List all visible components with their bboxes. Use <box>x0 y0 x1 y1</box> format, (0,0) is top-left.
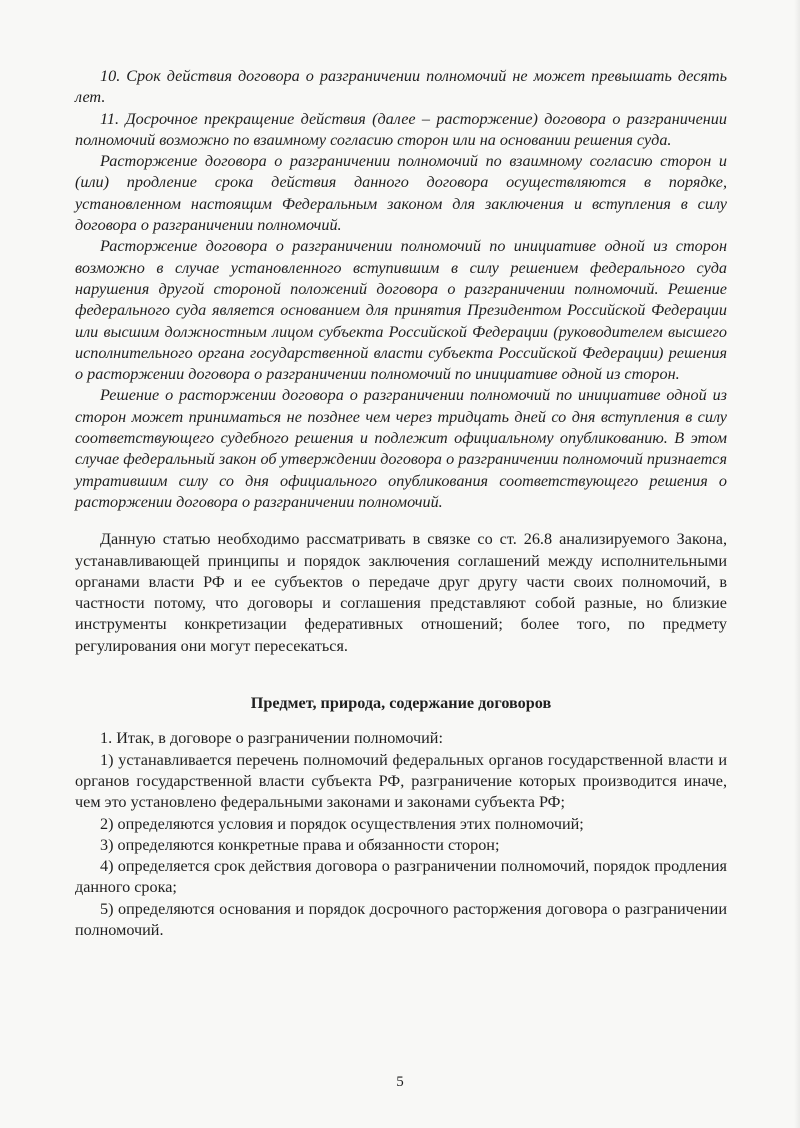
commentary-block <box>75 529 727 657</box>
list-item-1: 1) устанавливается перечень полномочий федеральных органов государственной власти и органов государственной власти субъекта РФ, разграничение которых производится иначе, чем это установлено федеральными законами и законами субъекта РФ; <box>75 750 727 812</box>
quote-paragraph-mutual-termination: Расторжение договора о разграничении полномочий по взаимному согласию сторон и (или) продление срока действия данного договора осуществляются в порядке, установленном настоящим Федеральным законом для заключения и вступления в силу договора о разграничении полномочий. <box>75 152 727 235</box>
section-heading: Предмет, природа, содержание договоров <box>250 694 552 713</box>
page-content <box>75 66 727 941</box>
list-item-5: 5) определяются основания и порядок досрочного расторжения договора о разграничении полномочий. <box>75 899 727 939</box>
contract-contents-list <box>75 728 727 941</box>
quote-paragraph-unilateral-termination: Расторжение договора о разграничении полномочий по инициативе одной из сторон возможно в случае установленного вступившим в силу решением федерального суда нарушения другой стороной положений договора о разграничении полномочий. Решение федерального суда является основанием для принятия Президентом Российской Федерации или высшим должностным лицом субъекта Российской Федерации (руководителем высшего исполнительного органа государственной власти субъекта Российской Федерации) решения о расторжении договора о разграничении полномочий по инициативе одной из сторон. <box>75 237 727 384</box>
quote-paragraph-11: 11. Досрочное прекращение действия (далее – расторжение) договора о разграничении полномочий возможно по взаимному согласию сторон или на основании решения суда. <box>75 109 727 149</box>
quote-paragraph-10: 10. Срок действия договора о разграничении полномочий не может превышать десять лет. <box>75 67 727 107</box>
list-item-3: 3) определяются конкретные права и обязанности сторон; <box>100 835 500 854</box>
list-item-4: 4) определяется срок действия договора о разграничении полномочий, порядок продления данного срока; <box>75 857 727 897</box>
list-intro: 1. Итак, в договоре о разграничении полномочий: <box>100 729 443 748</box>
quote-paragraph-termination-decision: Решение о расторжении договора о разграничении полномочий по инициативе одной из сторон может приниматься не позднее чем через тридцать дней со дня вступления в силу соответствующего судебного решения и подлежит официальному опубликованию. В этом случае федеральный закон об утверждении договора о разграничении полномочий признается утратившим силу со дня официального опубликования соответствующего решения о расторжении договора о разграничении полномочий. <box>75 386 727 511</box>
law-quote-block <box>75 66 727 513</box>
page-number: 5 <box>396 1074 404 1090</box>
list-item-2: 2) определяются условия и порядок осуществления этих полномочий; <box>100 814 584 833</box>
commentary-paragraph: Данную статью необходимо рассматривать в связке со ст. 26.8 анализируемого Закона, устанавливающей принципы и порядок заключения соглашений между исполнительными органами власти РФ и ее субъектов о передаче друг другу части своих полномочий, в частности потому, что договоры и соглашения представляют собой разные, но близкие инструменты конкретизации федеративных отношений; более того, по предмету регулирования они могут пересекаться. <box>75 530 727 655</box>
scan-edge-shadow <box>794 0 800 1128</box>
